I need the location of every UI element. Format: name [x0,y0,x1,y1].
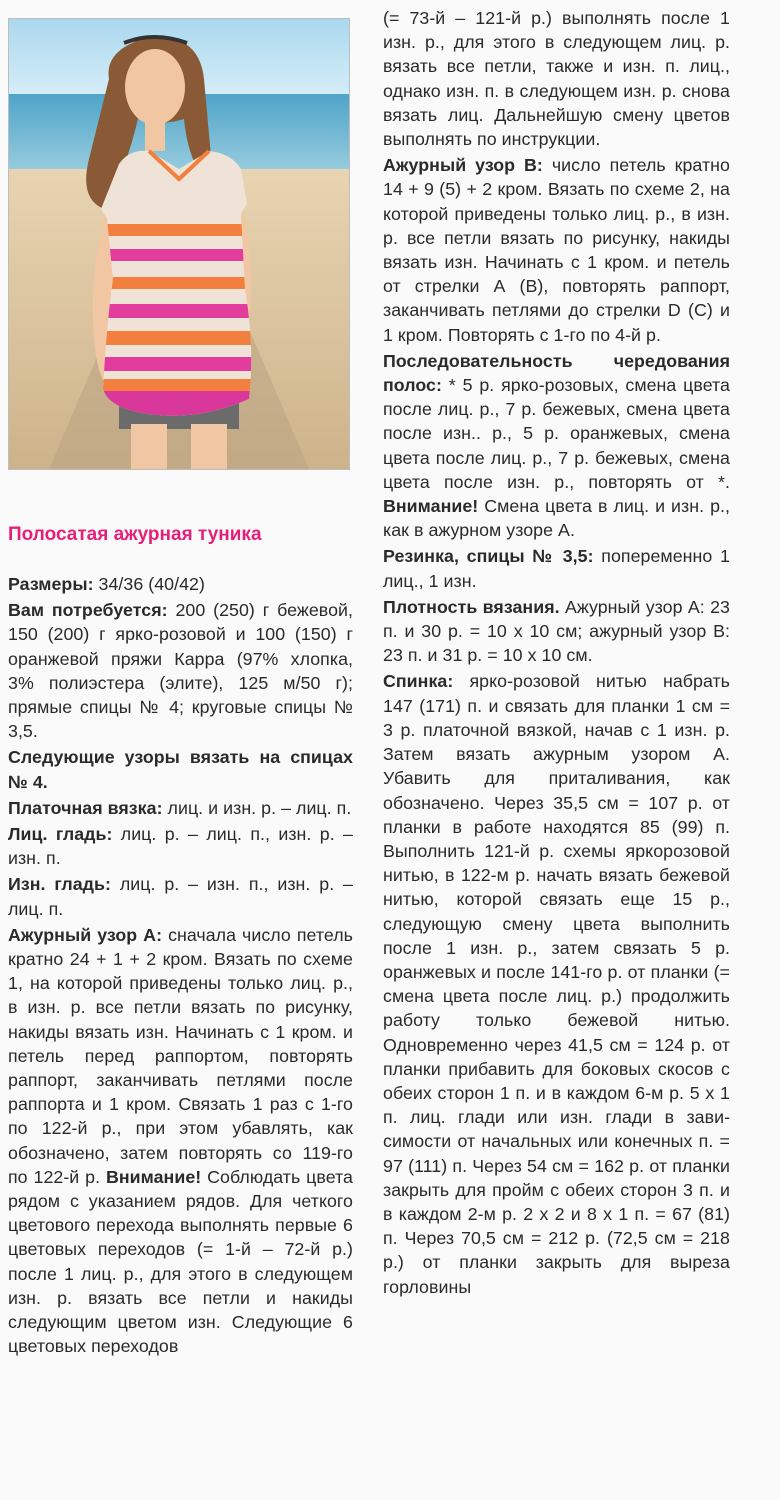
left-text-column [8,572,353,1361]
article-title: Полосатая ажурная туника [8,524,262,545]
stockinette-paragraph: Лиц. гладь: лиц. р. – лиц. п., изн. р. – изн. п. [8,824,353,869]
garter-stitch-paragraph: Платочная вязка: лиц. и изн. р. – лиц. п. [8,797,352,818]
lace-pattern-b-paragraph: Ажурный узор В: число петель кратно 14 + 9 (5) + 2 кром. Вязать по схеме 2, на которой приведены только лиц. р., в изн. р. все петли вязать по рисунку, накиды вязать изн. Начинать с 1 кром. и петель от стрелки А (В), повторять раппорт, заканчивать петлями до стрелки D (С) и 1 кром. Повторять с 1-го по 4-й р. [383,155,730,345]
lace-pattern-a-paragraph: Ажурный узор А: сначала число петель кратно 24 + 1 + 2 кром. Вязать по схеме 1, на которой приведены только лиц. р., в изн. р. все петли вязать по рисунку, накиды вязать изн. Начинать с 1 кром. и петель перед раппортом, повторять раппорт, заканчивать петлями после раппорта и 1 кром. Связать 1 раз с 1-го по 122-й р., при этом убавлять, как обозначено, затем повторять со 119-го по 122-й р. Внимание! Соблюдать цвета рядом с указанием рядов. Для четкого цветового перехода выполнять первые 6 цветовых переходов (= 1-й – 72-й р.) после 1 лиц. р., для этого в следующем изн. р. вязать все петли и накиды следующим цветом изн. Следующие 6 цветовых переходов [8,924,353,1357]
right-text-column [383,6,730,1301]
sizes-paragraph: Размеры: 34/36 (40/42) [8,574,205,594]
materials-paragraph: Вам потребуется: 200 (250) г бежевой, 150 (200) г ярко-розовой и 100 (150) г оранжевой пряжи Карра (97% хлопка, 3% полиэстера (элите), 125 м/50 г); прямые спицы № 4; круговые спицы № 3,5. [8,600,353,742]
color-change-paragraph: (= 73-й – 121-й р.) выполнять после 1 изн. р., для этого в следующем лиц. р. вязать все петли, также и изн. п. лиц., однако изн. п. в следующем изн. р. снова вязать лиц. Дальнейшую смену цветов выполнять по инструкции. [383,8,730,150]
reverse-stockinette-paragraph: Изн. гладь: лиц. р. – изн. п., изн. р. – лиц. п. [8,874,353,919]
woman-in-striped-tunic-photo [8,18,350,470]
ribbing-paragraph: Резинка, спицы № 3,5: попеременно 1 лиц., 1 изн. [383,546,730,591]
stripe-sequence-paragraph: Последовательность чередования полос: * 5 р. ярко-розовых, смена цвета после лиц. р., 7 р. бежевых, смена цвета после изн.. р., 5 р. оранжевых, смена цвета после лиц. р., 7 р. бежевых, смена цвета после изн. р., повторять от *. Внимание! Смена цвета в лиц. и изн. р., как в ажурном узоре А. [383,350,730,541]
gauge-paragraph: Плотность вязания. Ажурный узор А: 23 п. и 30 р. = 10 х 10 см; ажурный узор В: 23 п. и 31 р. = 10 х 10 см. [383,596,730,666]
back-paragraph: Спинка: ярко-розовой нитью набрать 147 (171) п. и связать для планки 1 см = 3 р. платочной вязкой, начав с 1 изн. р. Затем вязать ажурным узором А. Убавить для приталивания, как обозначено. Через 35,5 см = 107 р. от планки в работе находятся 85 (99) п. Выполнить 121-й р. схемы яркорозовой нитью, в 122-м р. начать вязать бежевой нитью, которой связать еще 15 р., следующую смену цвета выполнить после 1 изн. р., затем связать 5 р. оранжевых и после 141-го р. от планки (= смена цвета после лиц. р.) продолжить работу только бежевой нитью. Одновременно через 41,5 см = 124 р. от планки прибавить для боковых скосов с обеих сторон 1 п. и в каждом 6-м р. 5 х 1 п. лиц. глади или изн. глади в зависимости от начальных или конечных п. = 97 (111) п. Через 54 см = 162 р. от планки закрыть для пройм с обеих сторон 3 п. и в каждом 2-м р. 2 х 2 и 8 х 1 п. = 67 (81) п. Через 70,5 см = 212 р. (72,5 см = 218 р.) от планки закрыть для выреза горловины [383,671,730,1297]
needles-note-paragraph: Следующие узоры вязать на спицах № 4. [8,747,353,792]
